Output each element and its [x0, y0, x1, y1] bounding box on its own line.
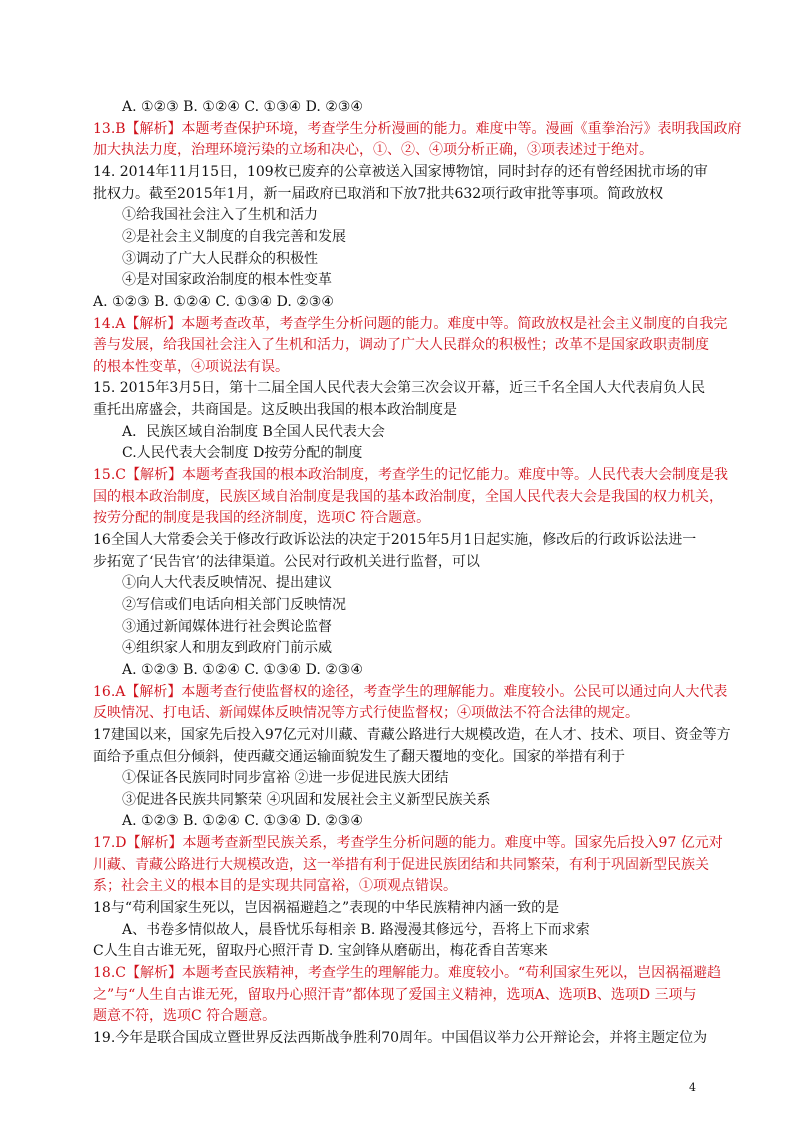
question-text-line: A. ①②③ B. ①②④ C. ①③④ D. ②③④ — [93, 293, 334, 310]
question-text-line: 19.今年是联合国成立暨世界反法西斯战争胜利70周年。中国倡议举力公开辩论会，并将主题定位为 — [93, 1029, 708, 1046]
answer-explanation-line: 题意不符，选项C 符合题意。 — [93, 1008, 277, 1025]
answer-explanation-line: 系；社会主义的根本目的是实现共同富裕，①项观点错误。 — [93, 878, 457, 895]
question-text-line: 16全国人大常委会关于修改行政诉讼法的决定于2015年5月1日起实施，修改后的行政诉讼法进一 — [93, 532, 697, 548]
answer-explanation-line: 15.C【解析】本题考查我国的根本政治制度，考查学生的记忆能力。难度中等。人民代表大会制度是我 — [93, 467, 728, 484]
question-text-line: ②写信或们电话向相关部门反映情况 — [122, 596, 346, 613]
question-text-line: ①给我国社会注入了生机和活力 — [122, 207, 318, 224]
question-text-line: 15. 2015年3月5日，第十二届全国人民代表大会第三次会议开幕，近三千名全国人大代表肩负人民 — [93, 380, 706, 397]
question-text-line: ④是对国家政治制度的根本性变革 — [122, 272, 332, 289]
question-text-line: ②是社会主义制度的自我完善和发展 — [122, 228, 346, 245]
question-text-line: ③通过新闻媒体进行社会舆论监督 — [122, 618, 332, 635]
page-number: 4 — [689, 1081, 696, 1094]
question-text-line: 步拓宽了‘民告官’的法律渠道。公民对行政机关进行监督，可以 — [93, 553, 480, 570]
answer-explanation-line: 18.C【解析】本题考查民族精神，考查学生的理解能力。难度较小。“苟利国家生死以，岂因祸福避趋 — [93, 965, 722, 981]
answer-explanation-line: 国的根本政治制度，民族区域自治制度是我国的基本政治制度，全国人民代表大会是我国的权力机关， — [93, 488, 723, 505]
question-text-line: A. ①②③ B. ①②④ C. ①③④ D. ②③④ — [122, 99, 363, 115]
answer-explanation-line: 16.A【解析】本题考查行使监督权的途径，考查学生的理解能力。难度较小。公民可以通过向人大代表 — [93, 683, 728, 700]
question-text-line: 批权力。截至2015年1月，新一届政府已取消和下放7批共632项行政审批等事项。简政放权 — [93, 185, 664, 202]
question-text-line: 面给予重点但分倾斜，使西藏交通运输面貌发生了翻天覆地的变化。国家的举措有利于 — [93, 748, 625, 765]
question-text-line: A. ①②③ B. ①②④ C. ①③④ D. ②③④ — [122, 813, 363, 830]
answer-explanation-line: 川藏、青藏公路进行大规模改造，这一举措有利于促进民族团结和共同繁荣，有利于巩固新型民族关 — [93, 856, 709, 873]
answer-explanation-line: 善与发展，给我国社会注入了生机和活力，调动了广大人民群众的积极性；改革不是国家政职责制度 — [93, 337, 709, 354]
question-text-line: C人生自古谁无死，留取丹心照汗青 D. 宝剑锋从磨砺出，梅花香自苦寒来 — [93, 943, 548, 960]
question-text-line: A．民族区域自治制度 B全国人民代表大会 — [122, 423, 385, 440]
question-text-line: C.人民代表大会制度 D按劳分配的制度 — [122, 445, 363, 462]
question-text-line: ④组织家人和朋友到政府门前示威 — [122, 640, 332, 657]
question-text-line: 18与“苟利国家生死以，岂因祸福避趋之”表现的中华民族精神内涵一致的是 — [93, 900, 560, 917]
answer-explanation-line: 17.D【解析】本题考查新型民族关系，考查学生分析问题的能力。难度中等。国家先后投入97 亿元对 — [93, 835, 723, 852]
question-text-line: 17建国以来，国家先后投入97亿元对川藏、青藏公路进行大规模改造，在人才、技术、项目、资金等方 — [93, 726, 731, 743]
answer-explanation-line: 反映情况、打电话、新闻媒体反映情况等方式行使监督权；④项做法不符合法律的规定。 — [93, 705, 639, 722]
question-text-line: ①向人大代表反映情况、提出建议 — [122, 575, 332, 592]
answer-explanation-line: 14.A【解析】本题考查改革，考查学生分析问题的能力。难度中等。简政放权是社会主义制度的自我完 — [93, 315, 728, 332]
question-text-line: A、书卷多情似故人，晨昏忧乐每相亲 B. 路漫漫其修远兮，吾将上下而求索 — [122, 921, 590, 938]
answer-explanation-line: 13.B【解析】本题考查保护环境，考查学生分析漫画的能力。难度中等。漫画《重拳治污》表明我国政府 — [93, 120, 742, 137]
question-text-line: A. ①②③ B. ①②④ C. ①③④ D. ②③④ — [122, 661, 363, 678]
answer-explanation-line: 按劳分配的制度是我国的经济制度，选项C 符合题意。 — [93, 510, 431, 527]
question-text-line: ③促进各民族共同繁荣 ④巩固和发展社会主义新型民族关系 — [122, 791, 491, 808]
question-text-line: ①保证各民族同时同步富裕 ②进一步促进民族大团结 — [122, 770, 449, 787]
question-text-line: 重托出席盛会，共商国是。这反映出我国的根本政治制度是 — [93, 402, 457, 419]
answer-explanation-line: 的根本性变革，④项说法有误。 — [93, 358, 289, 375]
answer-explanation-line: 之”与“人生自古谁无死，留取丹心照汗青”都体现了爱国主义精神，选项A、选项B、选项D 三项与 — [93, 986, 697, 1003]
question-text-line: 14. 2014年11月15日，109枚已废弃的公章被送入国家博物馆，同时封存的还有曾经困扰市场的审 — [93, 163, 708, 180]
answer-explanation-line: 加大执法力度，治理环境污染的立场和决心，①、②、④项分析正确，③项表述过于绝对。 — [93, 142, 653, 159]
question-text-line: ③调动了广大人民群众的积极性 — [122, 250, 318, 267]
